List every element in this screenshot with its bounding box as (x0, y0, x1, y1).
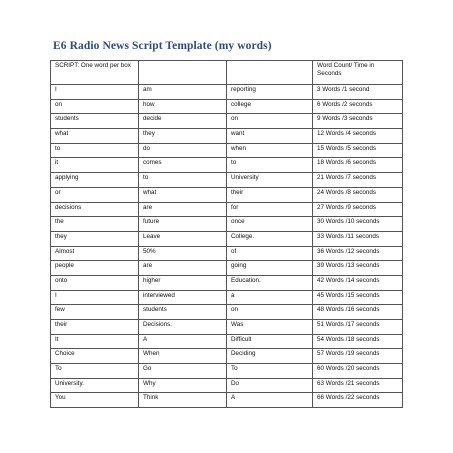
script-word-cell: reporting (227, 85, 313, 100)
script-word-cell: am (139, 85, 227, 100)
table-row (51, 158, 403, 173)
script-word-cell: Leave (139, 231, 227, 246)
word-count-cell: 66 Words /22 seconds (313, 393, 403, 408)
script-word-cell: on (227, 114, 313, 129)
table-row (51, 261, 403, 276)
script-word-cell: A (227, 393, 313, 408)
script-word-cell: to (139, 173, 227, 188)
script-word-cell: what (51, 129, 139, 144)
script-word-cell: University (227, 173, 313, 188)
table-row (51, 217, 403, 232)
script-word-cell: Education. (227, 275, 313, 290)
script-word-cell: of (227, 246, 313, 261)
script-word-cell: Difficult (227, 334, 313, 349)
table-row (51, 85, 403, 100)
word-count-cell: 24 Words /8 seconds (313, 187, 403, 202)
script-word-cell: what (139, 187, 227, 202)
script-word-cell: when (227, 143, 313, 158)
script-word-cell: To (227, 364, 313, 379)
script-word-cell: a (227, 290, 313, 305)
table-row (51, 320, 403, 335)
script-word-cell: Almost (51, 246, 139, 261)
script-word-cell: decisions (51, 202, 139, 217)
word-count-cell: 54 Words /18 seconds (313, 334, 403, 349)
script-word-cell: few (51, 305, 139, 320)
script-word-cell: the (51, 217, 139, 232)
script-word-cell: A (139, 334, 227, 349)
script-word-cell: Do (227, 378, 313, 393)
word-count-cell: 18 Words /6 seconds (313, 158, 403, 173)
word-count-cell: 63 Words /21 seconds (313, 378, 403, 393)
script-word-cell: for (227, 202, 313, 217)
script-word-cell: interviewed (139, 290, 227, 305)
script-word-cell: to (51, 143, 139, 158)
script-word-cell: When (139, 349, 227, 364)
script-word-cell: Deciding (227, 349, 313, 364)
script-word-cell: on (227, 305, 313, 320)
script-table-body (51, 61, 403, 408)
table-header-row (51, 61, 403, 85)
script-word-cell: or (51, 187, 139, 202)
word-count-cell: 48 Words /16 seconds (313, 305, 403, 320)
script-word-cell: It (51, 334, 139, 349)
script-word-cell: to (227, 158, 313, 173)
table-row (51, 99, 403, 114)
table-row (51, 275, 403, 290)
word-count-cell: 51 Words /17 seconds (313, 320, 403, 335)
table-row (51, 143, 403, 158)
table-row (51, 364, 403, 379)
word-count-cell: 57 Words /19 seconds (313, 349, 403, 364)
script-word-cell: You (51, 393, 139, 408)
script-word-cell: College. (227, 231, 313, 246)
script-word-cell: students (139, 305, 227, 320)
script-word-cell: how (139, 99, 227, 114)
header-cell-script: SCRIPT: One word per box (51, 61, 139, 85)
header-cell-empty (139, 61, 227, 85)
table-row (51, 231, 403, 246)
word-count-cell: 60 Words /20 seconds (313, 364, 403, 379)
word-count-cell: 42 Words /14 seconds (313, 275, 403, 290)
word-count-cell: 33 Words /11 seconds (313, 231, 403, 246)
script-word-cell: I (51, 85, 139, 100)
word-count-cell: 30 Words /10 seconds (313, 217, 403, 232)
script-word-cell: on (51, 99, 139, 114)
script-word-cell: people (51, 261, 139, 276)
script-word-cell: their (227, 187, 313, 202)
script-word-cell: onto (51, 275, 139, 290)
word-count-cell: 27 Words /9 seconds (313, 202, 403, 217)
word-count-cell: 21 Words /7 seconds (313, 173, 403, 188)
script-word-cell: going (227, 261, 313, 276)
script-table (50, 60, 403, 408)
table-row (51, 334, 403, 349)
table-row (51, 173, 403, 188)
script-word-cell: once (227, 217, 313, 232)
script-word-cell: Decisions. (139, 320, 227, 335)
script-word-cell: are (139, 202, 227, 217)
script-word-cell: decide (139, 114, 227, 129)
script-word-cell: they (139, 129, 227, 144)
script-word-cell: applying (51, 173, 139, 188)
script-word-cell: it (51, 158, 139, 173)
script-word-cell: are (139, 261, 227, 276)
word-count-cell: 9 Words /3 seconds (313, 114, 403, 129)
script-word-cell: future (139, 217, 227, 232)
script-word-cell: higher (139, 275, 227, 290)
script-word-cell: To (51, 364, 139, 379)
script-word-cell: want (227, 129, 313, 144)
header-cell-empty (227, 61, 313, 85)
table-row (51, 187, 403, 202)
script-word-cell: college (227, 99, 313, 114)
script-word-cell: comes (139, 158, 227, 173)
word-count-cell: 6 Words /2 seconds (313, 99, 403, 114)
word-count-cell: 36 Words /12 seconds (313, 246, 403, 261)
script-word-cell: their (51, 320, 139, 335)
script-word-cell: Choice (51, 349, 139, 364)
script-word-cell: I (51, 290, 139, 305)
script-word-cell: Why (139, 378, 227, 393)
script-word-cell: 50% (139, 246, 227, 261)
table-row (51, 290, 403, 305)
script-word-cell: do (139, 143, 227, 158)
word-count-cell: 3 Words /1 second (313, 85, 403, 100)
table-row (51, 202, 403, 217)
table-row (51, 129, 403, 144)
script-word-cell: they (51, 231, 139, 246)
table-row (51, 349, 403, 364)
word-count-cell: 45 Words /15 seconds (313, 290, 403, 305)
script-word-cell: Was (227, 320, 313, 335)
table-row (51, 393, 403, 408)
header-cell-word-count: Word Count/ Time in Seconds (313, 61, 403, 85)
script-word-cell: Go (139, 364, 227, 379)
table-row (51, 378, 403, 393)
word-count-cell: 15 Words /5 seconds (313, 143, 403, 158)
word-count-cell: 12 Words /4 seconds (313, 129, 403, 144)
script-word-cell: Think (139, 393, 227, 408)
table-row (51, 114, 403, 129)
script-word-cell: University. (51, 378, 139, 393)
document-title: E6 Radio News Script Template (my words) (53, 40, 272, 52)
script-word-cell: students (51, 114, 139, 129)
table-row (51, 246, 403, 261)
word-count-cell: 39 Words /13 seconds (313, 261, 403, 276)
table-row (51, 305, 403, 320)
